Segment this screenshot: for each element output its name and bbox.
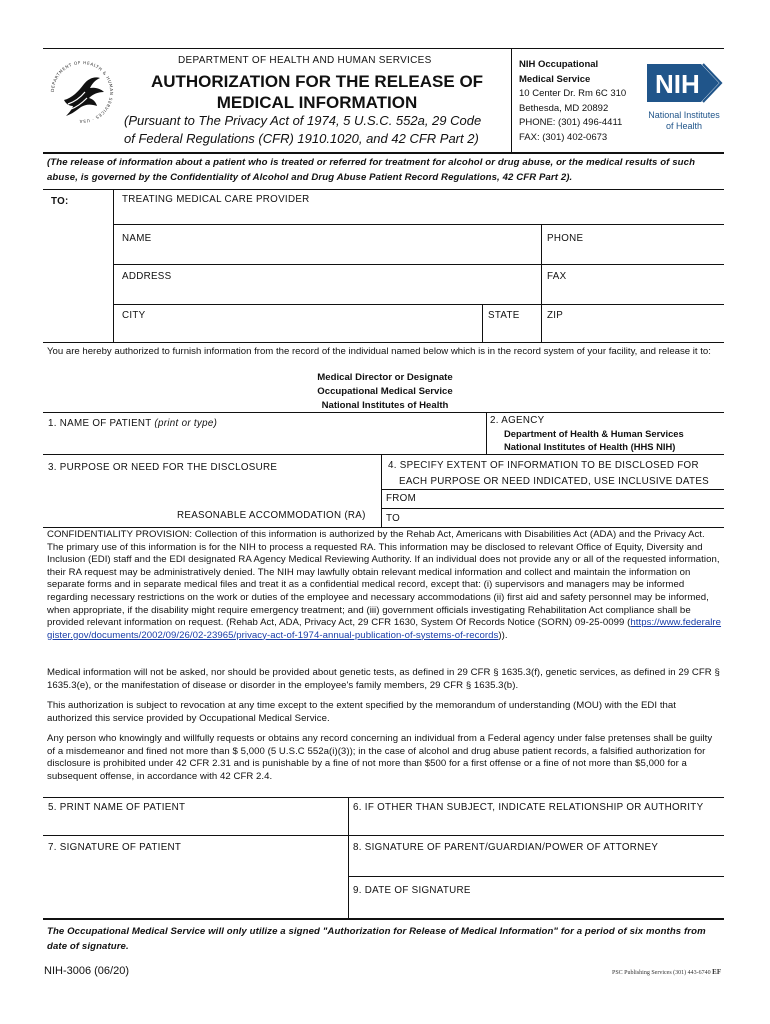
to-label: TO: [51,196,69,207]
to-section-right-divider [541,224,542,342]
signature-date-field[interactable]: 9. DATE OF SIGNATURE [353,885,471,896]
publisher-tag: EF [712,968,722,976]
extent-label-line-2: EACH PURPOSE OR NEED INDICATED, USE INCLUSIVE DATES [399,475,709,487]
confidentiality-text: CONFIDENTIALITY PROVISION: Collection of this information is authorized by the Rehab Act, Americans with Disabilities Act (ADA) and the Privacy Act. The primary use of this information is for the NIH to process a requested RA. This information may be disclosed to relevant Office of Equity, Diversity and Inclusion (EDI) staff and the EDI designated RA Agency Medical Reviewing Authority. If an individual does not provide any or all of the requested information, their RA request may be administratively denied. The NIH may lawfully obtain relevant medical information and collect and maintain the information on separate forms and in separate medical files and treat it as a confidential medical record, except that: (i) supervisors and managers may be informed regarding necessary restrictions on the work or duties of the employee and necessary accommodations (ii) first aid and safety personnel may be informed, when appropriate, if the disability might require emergency treatment; and (iii) government officials investigating Rehabilitation Act compliance shall be provided relevant information on request. (Rehab Act, ADA, Privacy Act, 29 CFR 1630, System Of Records Notice (SORN) 09-25-0099 ( [47,529,720,629]
fields-top-rule [43,412,724,413]
title-line-2: MEDICAL INFORMATION [216,93,418,112]
relationship-field[interactable]: 6. IF OTHER THAN SUBJECT, INDICATE RELATIONSHIP OR AUTHORITY [353,802,704,813]
provider-fax-field[interactable]: FAX [547,271,567,282]
fields-bottom-rule [43,527,724,528]
extent-divider [381,454,382,527]
confidentiality-end: )). [498,629,508,641]
oms-name-line-1: NIH Occupational [519,59,599,70]
city-row-top [113,304,724,305]
provider-city-field[interactable]: CITY [122,310,146,321]
to-row-top [381,508,724,509]
state-divider [482,304,483,342]
form-title [143,71,491,113]
hhs-seal-icon [44,54,120,130]
title-line-1: AUTHORIZATION FOR THE RELEASE OF [150,72,484,91]
nih-logo-mark: NIH [655,69,700,99]
agency-value-line-2: National Institutes of Health (HHS NIH) [504,441,676,452]
seal-text: DEPARTMENT OF HEALTH & HUMAN SERVICES · USA [49,59,115,125]
to-section-left-border [113,189,114,342]
provider-state-field[interactable]: STATE [488,310,520,321]
purpose-field[interactable]: 3. PURPOSE OR NEED FOR THE DISCLOSURE [48,462,278,473]
publisher-credit [612,968,721,976]
guardian-signature-field[interactable]: 8. SIGNATURE OF PARENT/GUARDIAN/POWER OF ATTORNEY [353,842,659,853]
nih-logo-text [641,110,727,131]
top-rule [43,48,724,49]
recipient-line-1: Medical Director or Designate [317,372,453,383]
subtitle-line-1: (Pursuant to The Privacy Act of 1974, 5 U.S.C. 552a, 29 Code [124,113,482,128]
recipient-line-3: National Institutes of Health [321,399,449,411]
oms-contact-block [519,58,626,146]
confidentiality-provision [47,529,723,642]
nih-logo-icon [645,60,723,106]
notice-bottom-rule [43,189,724,190]
oms-fax: FAX: (301) 402-0673 [519,131,608,143]
signature-divider [348,797,349,918]
provider-phone-field[interactable]: PHONE [547,233,584,244]
nih-logo [645,60,723,136]
patient-signature-field[interactable]: 7. SIGNATURE OF PATIENT [48,842,182,853]
validity-note: The Occupational Medical Service will only utilize a signed "Authorization for Release of Medical Information" for a period of six months from date of signature. [47,926,706,952]
provider-heading: TREATING MEDICAL CARE PROVIDER [122,194,310,205]
patient-name-label: 1. NAME OF PATIENT [48,418,152,429]
oms-address-1: 10 Center Dr. Rm 6C 310 [519,88,627,100]
publisher-name: PSC Publishing Services (301) 443-6740 [612,970,711,976]
from-date-field[interactable]: FROM [386,493,417,504]
department-name: DEPARTMENT OF HEALTH AND HUMAN SERVICES [178,55,432,66]
agency-divider [486,412,487,454]
purpose-value: REASONABLE ACCOMMODATION (RA) [177,510,366,521]
revocation-notice: This authorization is subject to revocation at any time except to the extent specified by the memorandum of understanding (MOU) with the EDI that authorized this service provided by Occupational Medical Service. [47,700,677,724]
purpose-row-top [43,454,724,455]
print-name-field[interactable]: 5. PRINT NAME OF PATIENT [48,802,186,813]
agency-value-line-1: Department of Health & Human Services [504,428,684,439]
form-subtitle [124,112,481,148]
footer-top-rule [43,918,724,920]
date-row-top [348,876,724,877]
signature-top-rule [43,797,724,798]
nih-logo-line-2: of Health [665,120,703,131]
provider-name-field[interactable]: NAME [122,233,152,244]
extent-label-line-1: 4. SPECIFY EXTENT OF INFORMATION TO BE DISCLOSED FOR [388,460,699,471]
penalty-notice: Any person who knowingly and willfully requests or obtains any record concerning an individual from a Federal agency under false pretenses shall be guilty of a misdemeanor and fined not more than $ 5,000 (5 U.S.C 552a(i)(3)); in the case of alcohol and drug abuse patient records, a falsified authorization for disclosure is prohibited under 42 CFR 2.31 and is punishable by a fine of not more than $500 for a first offense or a fine of not more than $5,000 for a subsequent offense, in accordance with 42 CFR 2.4. [47,733,713,782]
header-bottom-rule [43,152,724,154]
agency-label: 2. AGENCY [490,415,545,426]
federal-register-link[interactable]: https://www.federalregister.gov/documents/2002/09/26/02-23965/privacy-act-of-1974-annual-publication-of-systems-of-records [47,617,722,641]
alcohol-drug-notice: (The release of information about a patient who is treated or referred for treatment for alcohol or drug abuse, or the medical results of such abuse, is governed by the Confidentiality of Alcohol and Drug Abuse Patient Record Regulations, 42 CFR Part 2). [47,157,696,183]
oms-phone: PHONE: (301) 496-4411 [519,117,623,129]
to-section-bottom-rule [43,342,724,343]
header-divider [511,48,512,152]
recipient-line-2: Occupational Medical Service [317,385,453,397]
provider-zip-field[interactable]: ZIP [547,310,564,321]
to-date-field[interactable]: TO [386,513,401,524]
patient-name-hint: (print or type) [154,418,218,429]
patient-name-field[interactable] [48,418,217,429]
address-row-top [113,264,724,265]
from-row-top [381,489,724,490]
oms-name-line-2: Medical Service [519,73,591,85]
extent-label [388,458,709,489]
subtitle-line-2: of Federal Regulations (CFR) 1910.1020, and 42 CFR Part 2) [124,131,479,146]
genetic-info-notice: Medical information will not be asked, nor should be provided about genetic tests, as defined in 29 CFR § 1635.3(f), genetic services, as defined in 29 CFR § 1635.3(e), or the manifestation of disease or disorder in the employee's family members, 29 CFR § 1635.3(b). [47,667,720,691]
oms-address-2: Bethesda, MD 20892 [519,102,609,114]
form-number: NIH-3006 (06/20) [44,965,129,977]
nih-logo-line-1: National Institutes [648,110,720,120]
agency-value [504,427,684,453]
name-row-top [113,224,724,225]
signature-row-top [43,835,724,836]
recipient-block [230,371,540,412]
provider-address-field[interactable]: ADDRESS [122,271,172,282]
authorization-text: You are hereby authorized to furnish information from the record of the individual named below which is in the record system of your facility, and release it to: [47,346,711,357]
